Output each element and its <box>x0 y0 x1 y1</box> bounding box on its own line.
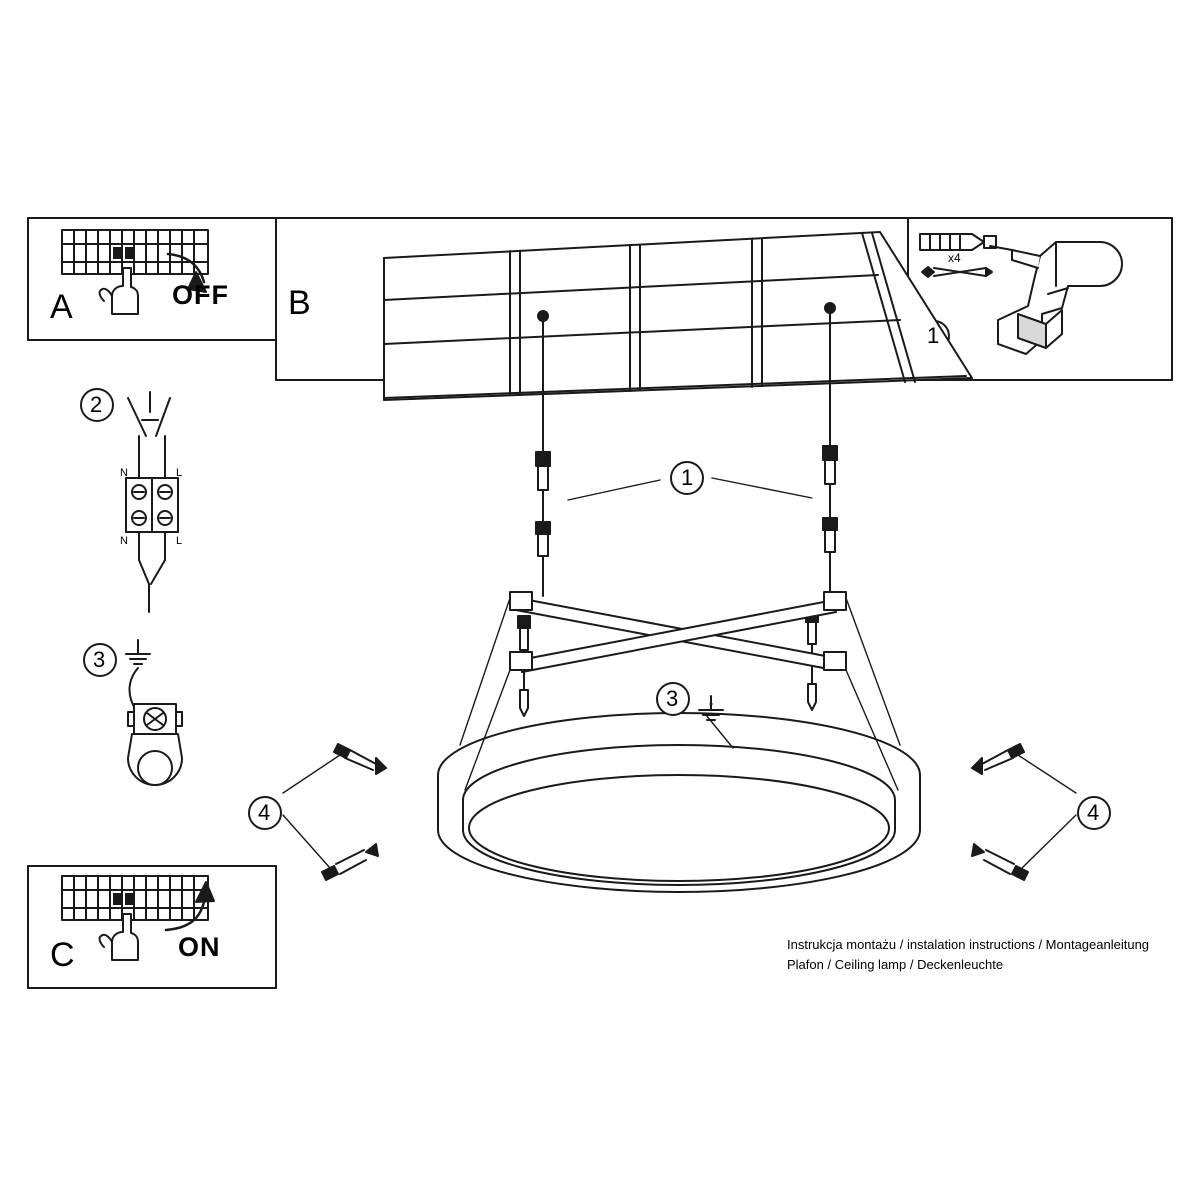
panel-a-letter: A <box>50 288 73 326</box>
callout-3-lamp-number: 3 <box>666 686 679 711</box>
screw-icon <box>922 267 992 277</box>
wire-connector-icon <box>126 392 178 612</box>
callout-1-number: 1 <box>681 465 694 490</box>
side-screw-left-lower <box>322 844 378 880</box>
callout-3-number: 3 <box>93 647 106 672</box>
wall-plug-icon <box>920 234 996 250</box>
callout-1-tools-number: 1 <box>927 323 940 348</box>
side-screw-right-upper <box>972 744 1024 774</box>
side-screw-left-upper <box>334 744 386 774</box>
terminal-mark-n-bottom: N <box>120 535 128 547</box>
panel-b-letter: B <box>288 284 311 322</box>
ceiling-illustration <box>384 232 972 400</box>
panel-a-action-label: OFF <box>172 280 229 310</box>
callout-4-right-number: 4 <box>1087 800 1100 825</box>
terminal-mark-n-top: N <box>120 467 128 479</box>
earth-terminal-detail <box>126 640 182 785</box>
callout-2-number: 2 <box>90 392 103 417</box>
plug-quantity-label: x4 <box>948 251 961 265</box>
side-screw-right-lower <box>972 844 1028 880</box>
terminal-mark-l-top: L <box>176 467 183 479</box>
panel-c-letter: C <box>50 936 75 974</box>
caption-line-2: Plafon / Ceiling lamp / Deckenleuchte <box>787 957 1004 972</box>
cross-mounting-bracket <box>510 592 846 672</box>
fuse-box-a-icon <box>62 230 208 274</box>
power-drill-icon <box>990 242 1122 354</box>
caption-line-1: Instrukcja montażu / instalation instructions / Montageanleitung <box>787 937 1150 952</box>
panel-c-action-label: ON <box>178 932 221 962</box>
ceiling-lamp-body <box>438 713 920 892</box>
callout-4-left-number: 4 <box>258 800 271 825</box>
terminal-mark-l-bottom: L <box>176 535 183 547</box>
fuse-box-c-icon <box>62 876 208 920</box>
